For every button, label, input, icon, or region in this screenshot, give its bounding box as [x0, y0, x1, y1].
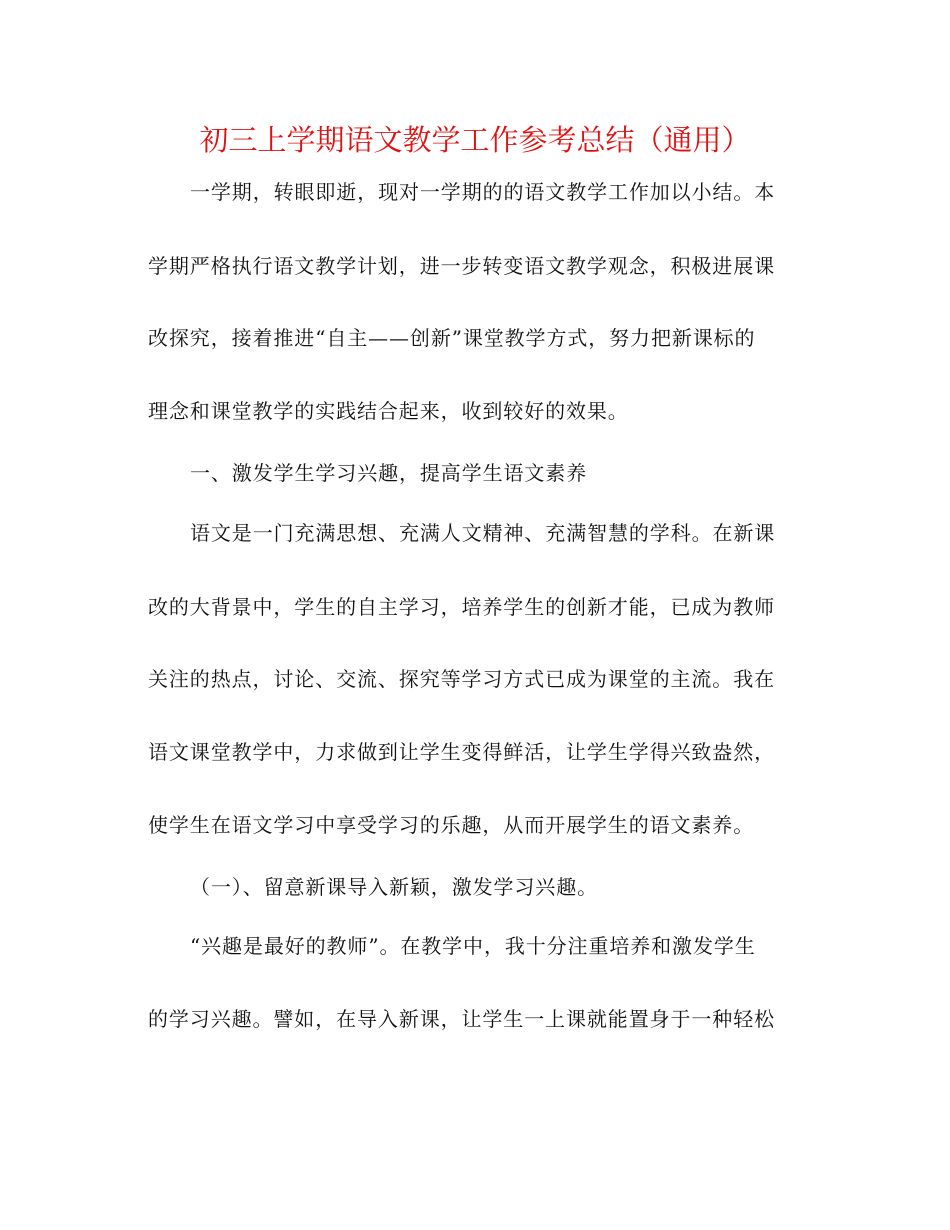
section-heading: 一、激发学生学习兴趣，提高学生语文素养 — [190, 461, 588, 485]
paragraph-line: 使学生在语文学习中享受学习的乐趣，从而开展学生的语文素养。 — [148, 813, 755, 837]
paragraph-line: 一学期，转眼即逝，现对一学期的的语文教学工作加以小结。本 — [190, 180, 776, 204]
paragraph-line: 语文课堂教学中，力求做到让学生变得鲜活，让学生学得兴致盎然， — [148, 740, 775, 764]
paragraph-line: 的学习兴趣。譬如，在导入新课，让学生一上课就能置身于一种轻松 — [148, 1007, 775, 1031]
paragraph-line: “兴趣是最好的教师”。在教学中，我十分注重培养和激发学生 — [190, 934, 756, 958]
paragraph-line: 改探究，接着推进“自主——创新”课堂教学方式，努力把新课标的 — [148, 326, 756, 350]
paragraph-line: 理念和课堂教学的实践结合起来，收到较好的效果。 — [148, 399, 629, 423]
subsection-heading: （一）、留意新课导入新颖，激发学习兴趣。 — [190, 875, 598, 899]
paragraph-line: 学期严格执行语文教学计划，进一步转变语文教学观念，积极进展课 — [148, 254, 775, 278]
paragraph-line: 改的大背景中，学生的自主学习，培养学生的创新才能，已成为教师 — [148, 595, 775, 619]
paragraph-line: 关注的热点，讨论、交流、探究等学习方式已成为课堂的主流。我在 — [148, 667, 775, 691]
paragraph-line: 语文是一门充满思想、充满人文精神、充满智慧的学科。在新课 — [190, 521, 776, 545]
document-title: 初三上学期语文教学工作参考总结（通用） — [199, 123, 751, 157]
